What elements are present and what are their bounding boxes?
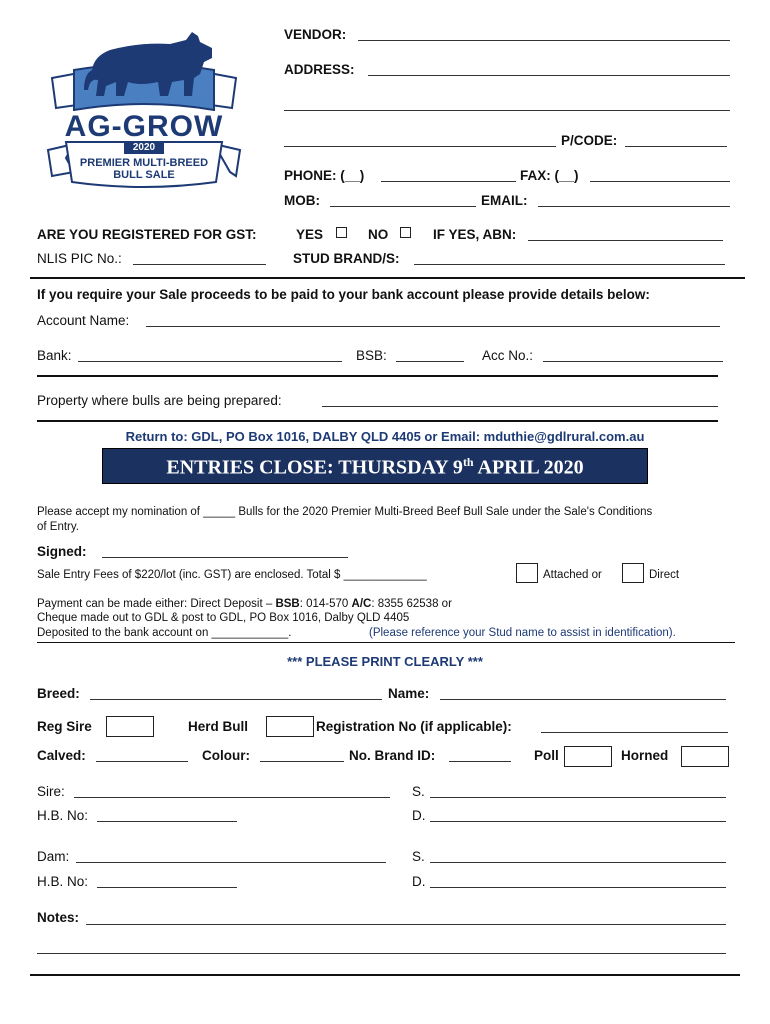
notes-field-1[interactable]	[86, 924, 726, 925]
dam-hb-field[interactable]	[97, 887, 237, 888]
pcode-field[interactable]	[625, 146, 727, 147]
logo-year: 2020	[132, 142, 156, 153]
pcode-label: P/CODE:	[561, 133, 618, 148]
section-divider-3	[37, 420, 718, 422]
dam-hb-label: H.B. No:	[37, 874, 89, 889]
vendor-label: VENDOR:	[284, 27, 347, 42]
gst-yes-checkbox[interactable]	[336, 227, 347, 238]
phone-field[interactable]	[381, 181, 516, 182]
return-to-text: Return to: GDL, PO Box 1016, DALBY QLD 4405 or Email: mduthie@gdlrural.com.au	[125, 429, 645, 444]
sire-d-label: D.	[412, 808, 426, 823]
reg-no-field[interactable]	[541, 732, 728, 733]
address-label: ADDRESS:	[284, 62, 355, 77]
footer-rule	[30, 974, 740, 976]
sire-s-field[interactable]	[430, 797, 726, 798]
payment-pre: Payment can be made either: Direct Deposit –	[37, 598, 276, 610]
logo-brand: AG-GROW	[64, 110, 224, 143]
breed-label: Breed:	[37, 686, 80, 701]
banner-text-pre: ENTRIES CLOSE: THURSDAY 9	[166, 456, 463, 479]
direct-label: Direct	[649, 569, 680, 581]
payment-ac-value: : 8355 62538 or	[371, 598, 452, 610]
gst-no-checkbox[interactable]	[400, 227, 411, 238]
sire-s-label: S.	[412, 784, 425, 799]
abn-label: IF YES, ABN:	[433, 227, 517, 242]
payment-bsb-value: : 014-570	[299, 598, 352, 610]
reg-sire-box[interactable]	[106, 716, 154, 737]
direct-checkbox[interactable]	[622, 563, 644, 583]
sire-d-field[interactable]	[430, 821, 726, 822]
reg-no-label: Registration No (if applicable):	[316, 719, 512, 734]
dam-d-label: D.	[412, 874, 426, 889]
print-clearly: *** PLEASE PRINT CLEARLY ***	[287, 654, 483, 669]
name-label: Name:	[388, 686, 430, 701]
stud-brand-label: STUD BRAND/S:	[293, 251, 400, 266]
sire-hb-field[interactable]	[97, 821, 237, 822]
colour-label: Colour:	[202, 748, 250, 763]
mob-label: MOB:	[284, 193, 320, 208]
section-divider-4	[37, 642, 735, 643]
account-name-label: Account Name:	[37, 313, 130, 328]
payment-line-1	[37, 598, 452, 610]
gst-no-label: NO	[368, 227, 389, 242]
payment-line-3: Deposited to the bank account on ____________.	[37, 627, 292, 639]
fax-label: FAX: (__)	[520, 168, 579, 183]
poll-box[interactable]	[564, 746, 612, 767]
notes-label: Notes:	[37, 910, 80, 925]
horned-label: Horned	[621, 748, 669, 763]
bank-label: Bank:	[37, 348, 72, 363]
payment-note: (Please reference your Stud name to assist in identification).	[369, 627, 676, 639]
horned-box[interactable]	[681, 746, 729, 767]
banner-text-post: APRIL 2020	[473, 456, 584, 479]
email-field[interactable]	[538, 206, 730, 207]
bsb-label: BSB:	[356, 348, 387, 363]
payment-ac-label: A/C	[351, 598, 372, 610]
abn-field[interactable]	[528, 240, 723, 241]
dam-field[interactable]	[76, 862, 386, 863]
nlis-label: NLIS PIC No.:	[37, 251, 122, 266]
logo-line2: BULL SALE	[113, 169, 175, 181]
phone-label: PHONE: (__)	[284, 168, 365, 183]
account-name-field[interactable]	[146, 326, 720, 327]
property-field[interactable]	[322, 406, 718, 407]
nlis-field[interactable]	[133, 264, 266, 265]
colour-field[interactable]	[260, 761, 344, 762]
reg-sire-label: Reg Sire	[37, 719, 92, 734]
attached-checkbox[interactable]	[516, 563, 538, 583]
sire-field[interactable]	[74, 797, 390, 798]
breed-field[interactable]	[90, 699, 382, 700]
calved-field[interactable]	[96, 761, 188, 762]
email-label: EMAIL:	[481, 193, 528, 208]
property-label: Property where bulls are being prepared:	[37, 393, 282, 408]
address-field-2[interactable]	[284, 110, 730, 111]
dam-s-field[interactable]	[430, 862, 726, 863]
vendor-field[interactable]	[358, 40, 730, 41]
logo-line1: PREMIER MULTI-BREED	[79, 157, 209, 169]
dam-d-field[interactable]	[430, 887, 726, 888]
sire-hb-label: H.B. No:	[37, 808, 89, 823]
bsb-field[interactable]	[396, 361, 464, 362]
bank-field[interactable]	[78, 361, 342, 362]
brand-id-label: No. Brand ID:	[349, 748, 436, 763]
entries-close-banner	[102, 448, 648, 484]
sire-label: Sire:	[37, 784, 65, 799]
brand-id-field[interactable]	[449, 761, 511, 762]
signed-label: Signed:	[37, 544, 87, 559]
nomination-line-2: of Entry.	[37, 521, 79, 533]
bank-heading: If you require your Sale proceeds to be paid to your bank account please provide details below:	[37, 287, 650, 302]
banner-text-sup: th	[462, 455, 474, 469]
gst-question: ARE YOU REGISTERED FOR GST:	[37, 227, 257, 242]
dam-label: Dam:	[37, 849, 70, 864]
section-divider-1	[30, 277, 745, 279]
acc-no-label: Acc No.:	[482, 348, 534, 363]
payment-line-2: Cheque made out to GDL & post to GDL, PO Box 1016, Dalby QLD 4405	[37, 612, 410, 624]
fax-field[interactable]	[590, 181, 730, 182]
name-field[interactable]	[440, 699, 726, 700]
address-field-1[interactable]	[368, 75, 730, 76]
poll-label: Poll	[534, 748, 559, 763]
attached-label: Attached or	[543, 569, 602, 581]
notes-field-2[interactable]	[37, 953, 726, 954]
ag-grow-logo	[44, 30, 244, 195]
mob-field[interactable]	[330, 206, 476, 207]
address-field-3[interactable]	[284, 146, 556, 147]
calved-label: Calved:	[37, 748, 86, 763]
gst-yes-label: YES	[296, 227, 324, 242]
stud-brand-field[interactable]	[414, 264, 725, 265]
herd-bull-box[interactable]	[266, 716, 314, 737]
herd-bull-label: Herd Bull	[188, 719, 249, 734]
sale-fees-text: Sale Entry Fees of $220/lot (inc. GST) are enclosed. Total $ _____________	[37, 569, 427, 581]
payment-bsb-label: BSB	[275, 598, 300, 610]
signed-field[interactable]	[102, 557, 348, 558]
acc-no-field[interactable]	[543, 361, 723, 362]
dam-s-label: S.	[412, 849, 425, 864]
section-divider-2	[37, 375, 718, 377]
nomination-line-1: Please accept my nomination of _____ Bulls for the 2020 Premier Multi-Breed Beef Bull Sale under the Sale's Conditions	[37, 506, 653, 518]
